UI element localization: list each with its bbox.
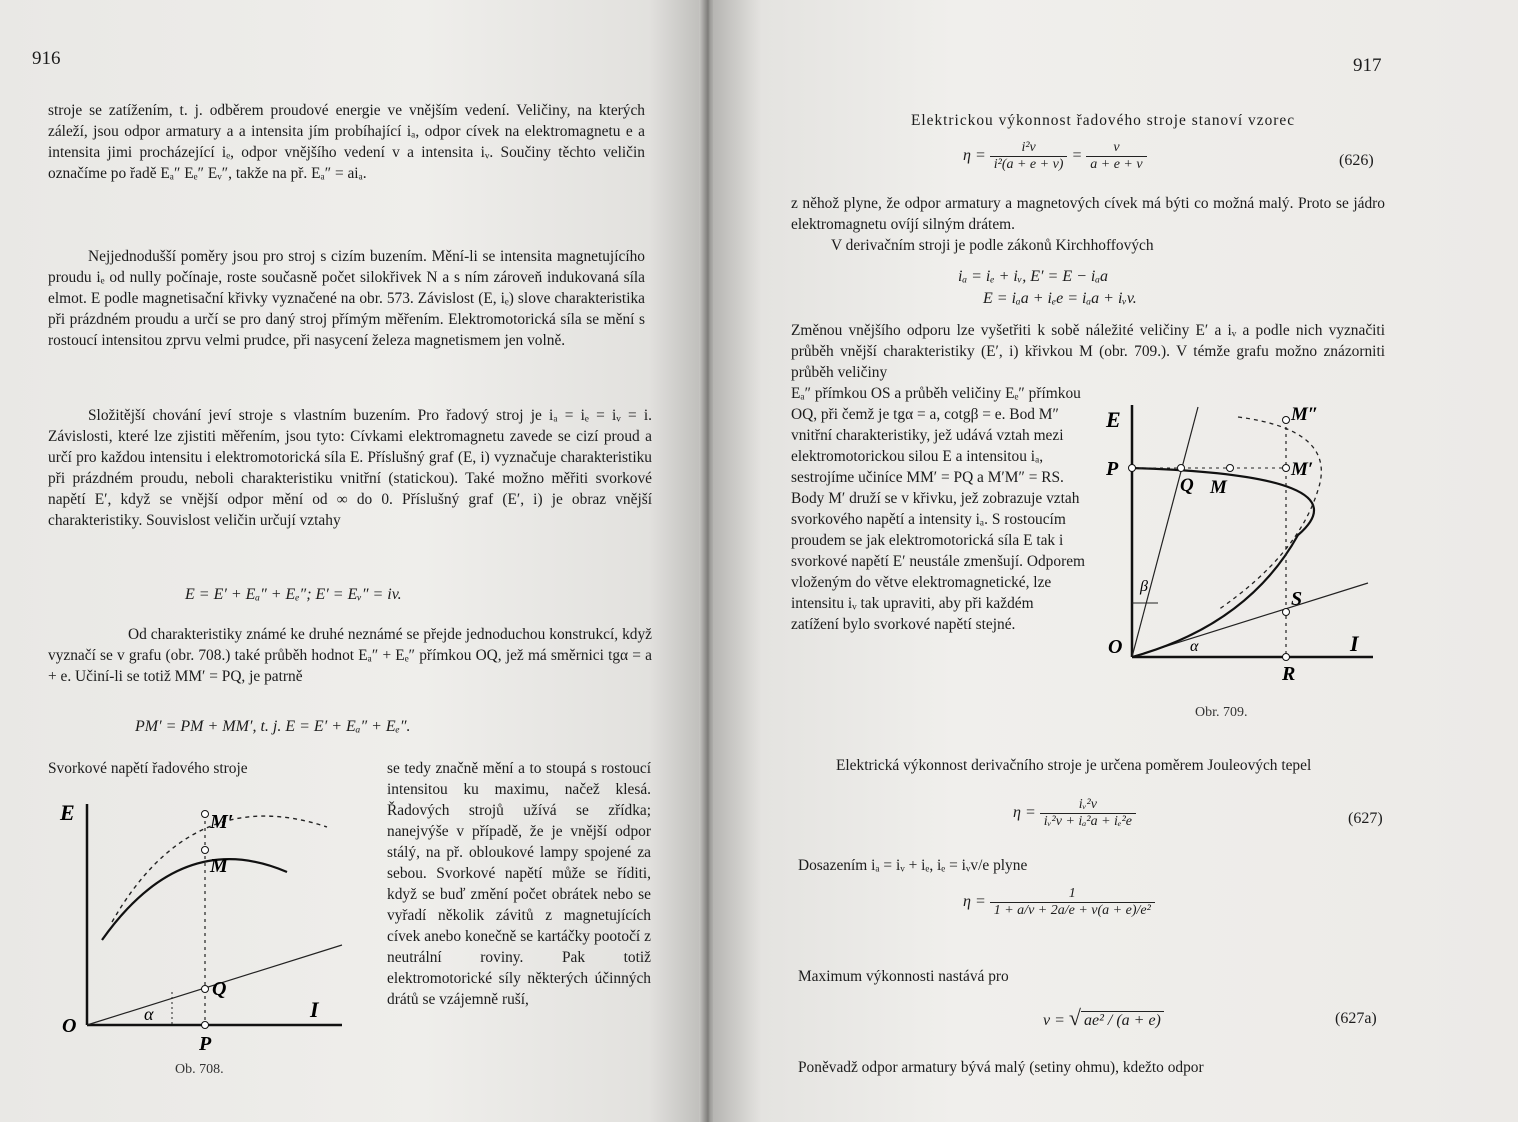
paragraph: Dosazením iₐ = iᵥ + iₑ, iₑ = iᵥv/e plyne (798, 857, 1028, 874)
paragraph: Změnou vnějšího odporu lze vyšetřiti k sobě náležité veličiny E′ a iᵥ a podle nich vyznačiti průběh vnější charakteristiky (E′, i) křivkou M (obr. 709.). V témže grafu možno znázorniti průběh veličiny (791, 322, 1385, 381)
equation-number: (627a) (1335, 1010, 1377, 1027)
paragraph: Elektrickou výkonnost řadového stroje stanoví vzorec (910, 112, 1296, 129)
label-Q: Q (1180, 475, 1194, 496)
paragraph-lead: Svorkové napětí řadového stroje (48, 760, 248, 777)
equation: η = $\frac{1}{\text{1 + a/v + 2a/e + v(a + e)/e²}}$ (963, 886, 1155, 919)
page-number: 916 (32, 48, 61, 69)
paragraph: Poněvadž odpor armatury bývá malý (setiny ohmu), kdežto odpor (798, 1059, 1204, 1076)
equation: E = E′ + Eₐ″ + Eₑ″; E′ = Eᵥ″ = iv. (185, 586, 402, 603)
figure-708 (52, 792, 372, 1092)
label-alpha: α (1190, 638, 1199, 655)
equation-number: (626) (1339, 152, 1374, 169)
paragraph: se tedy značně mění a to stoupá s rostoucí intensitou ku maximu, načež klesá. Řadových strojů užívá se zřídka; nanejvýše v případě, že je vnější odpor stálý, na př. obloukové lampy spojené za sebou. Svorkové napětí může se říditi, když se buď změní počet obrátek nebo se vyřadí několik závitů z magnetujících cívek anebo konečně se kartáčky pootočí z neutrální roviny. Pak totiž elektromotorické síly některých účinných drátů se vzájemně ruší, (387, 760, 651, 1008)
label-P: P (1106, 458, 1119, 480)
figure-caption: Obr. 709. (1195, 705, 1248, 720)
label-P: P (199, 1033, 212, 1055)
label-O: O (1108, 636, 1123, 658)
label-E: E (1106, 407, 1121, 432)
paragraph: Nejjednodušší poměry jsou pro stroj s cizím buzením. Mění-li se intensita magnetujícího proudu iₑ od nully počínaje, roste současně počet silokřivek N a s ním zároveň indukovaná síla elmot. E podle magnetisační křivky vyznačené na obr. 573. Závislost (E, iₑ) slove charakteristika při prázdném proudu a určí se pro daný stroj přímým měřením. Elektromotorická síla se mění s rostoucí intensitou zprvu velmi prudce, při nasycení železa magnetismem jen volně. (48, 248, 645, 349)
label-Q: Q (212, 978, 227, 1000)
label-M-prime: M′ (210, 811, 234, 833)
equation-627a: v = √ ae² / (a + e) (1043, 1005, 1164, 1031)
paragraph: Elektrická výkonnost derivačního stroje je určena poměrem Jouleových tepel (836, 757, 1312, 774)
label-E: E (60, 800, 75, 825)
curve-M (102, 859, 287, 940)
equation: iₐ = iₑ + iᵥ, E′ = E − iₐa (958, 268, 1109, 285)
label-beta: β (1140, 578, 1148, 595)
equation: PM′ = PM + MM′, t. j. E = E′ + Eₐ″ + Eₑ″. (135, 718, 411, 735)
label-M: M (1210, 477, 1227, 498)
line-OQ (1132, 407, 1198, 657)
equation-626: η = $\frac{\text{i²v}}{\text{i²(a + e + v)}}$ = $\frac{v}{a + e + v}$ (963, 140, 1147, 173)
left-page (0, 0, 705, 1122)
label-R: R (1282, 663, 1296, 685)
figure-709 (1098, 395, 1398, 715)
label-alpha: α (144, 1004, 154, 1024)
right-page (713, 0, 1518, 1122)
paragraph: V derivačním stroji je podle zákonů Kirchhoffových (831, 237, 1154, 254)
page-number: 917 (1353, 55, 1382, 76)
label-O: O (62, 1015, 77, 1037)
figure-caption: Ob. 708. (175, 1062, 224, 1077)
label-I: I (1350, 631, 1359, 656)
label-M-prime: M′ (1291, 459, 1314, 480)
paragraph: stroje se zatížením, t. j. odběrem proudové energie ve vnějším vedení. Veličiny, na kterých záleží, jsou odpor armatury a a intensita jím probíhající iₐ, odpor cívek na elektromagnetu e a intensita jimi procházející iₑ, odpor vnějšího vedení v a intensita iᵥ. Součiny těchto veličin označíme po řadě Eₐ″ Eₑ″ Eᵥ″, takže na př. Eₐ″ = aiₐ. (48, 102, 645, 182)
paragraph: Eₐ″ přímkou OS a průběh veličiny Eₑ″ přímkou OQ, při čemž je tgα = a, cotgβ = e. Bod M″ vnitřní charakteristiky, jež udává vztah mezi elektromotorickou silou E a intensitou iₐ, sestrojíme učiníce MM′ = PQ a M′M″ = RS. Body M′ druží se v křivku, jež zobrazuje vztah svorkového napětí a intensity iₐ. S rostoucím proudem se jak elektromotorická síla E tak i svorkové napětí E′ neustále zmenšují. Odporem vloženým do větve elektromagnetické, lze intensitu iᵥ tak upraviti, aby při každém zatížení bylo svorkové napětí stejné. (791, 385, 1086, 633)
equation-number: (627) (1348, 810, 1383, 827)
equation-627: η = $\frac{\text{iᵥ²v}}{\text{iᵥ²v + iₐ²a + iₑ²e}}$ (1013, 797, 1136, 830)
label-S: S (1291, 588, 1303, 610)
label-M: M (210, 855, 228, 877)
label-M-double-prime: M″ (1291, 404, 1319, 425)
label-I: I (310, 997, 319, 1022)
paragraph: Maximum výkonnosti nastává pro (798, 968, 1009, 985)
curve-M-double-prime (1218, 417, 1321, 610)
paragraph: z něhož plyne, že odpor armatury a magnetových cívek má býti co možná malý. Proto se jádro elektromagnetu ovíjí silným drátem. (791, 195, 1385, 233)
paragraph: Od charakteristiky známé ke druhé neznámé se přejde jednoduchou konstrukcí, když vyznačí se v grafu (obr. 708.) také průběh hodnot Eₐ″ + Eₑ″ přímkou OQ, jež má směrnici tgα = a + e. Učiní-li se totiž MM′ = PQ, je patrně (48, 626, 652, 685)
paragraph: Složitější chování jeví stroje s vlastním buzením. Pro řadový stroj je iₐ = iₑ = iᵥ = i. Závislosti, které lze zjistiti měřením, jsou tyto: Cívkami elektromagnetu zavede se cizí proud a určí pro každou intensitu i elektromotorická síla E. Příslušný graf (E, i) vyznačuje charakteristiku při prázdném proudu, neboli charakteristiku vnitřní (statickou). Také možno měřiti svorkové napětí E′, když se vnější odpor mění od ∞ do 0. Příslušný graf (E′, i) je obraz vnější charakteristiky. Souvislost veličin určují vztahy (48, 407, 652, 529)
equation: E = iₐa + iₑe = iₐa + iᵥv. (983, 290, 1137, 307)
